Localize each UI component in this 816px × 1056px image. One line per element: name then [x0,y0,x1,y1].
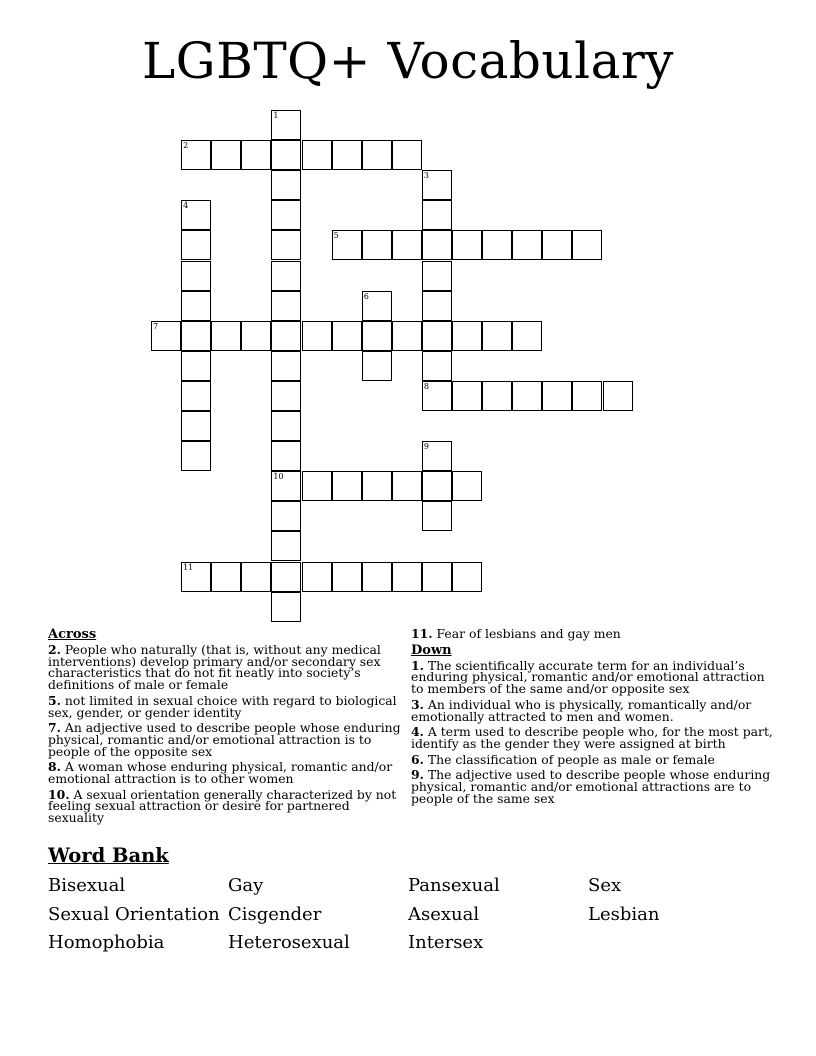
crossword-cell[interactable] [422,381,452,411]
clue-number: 10. [48,786,70,802]
crossword-cell[interactable] [271,351,301,381]
crossword-cell[interactable] [452,471,482,501]
clue-across-5 [48,692,408,720]
clue-text: The classification of people as male or female [427,751,715,767]
crossword-cell[interactable] [271,200,301,230]
crossword-cell[interactable] [241,140,271,170]
crossword-cell[interactable] [422,501,452,531]
clue-across-10 [48,786,408,826]
word-bank-item: Bisexual [48,875,126,896]
word-bank-item: Pansexual [408,875,500,896]
crossword-cell[interactable] [392,140,422,170]
down-heading: Down [411,642,452,658]
crossword-cell[interactable] [271,441,301,471]
word-bank-item: Sex [588,875,622,896]
crossword-cell[interactable] [211,562,241,592]
clue-number: 4. [411,724,424,740]
clue-down-6 [411,751,776,767]
clue-down-1 [411,657,776,697]
crossword-cell[interactable] [512,321,542,351]
cell-number: 6 [363,291,369,301]
clue-down-9 [411,769,776,804]
word-bank-item: Gay [228,875,264,896]
crossword-cell[interactable] [181,140,211,170]
crossword-cell[interactable] [392,321,422,351]
crossword-cell[interactable] [332,562,362,592]
crossword-cell[interactable] [572,230,602,260]
crossword-cell[interactable] [271,562,301,592]
crossword-cell[interactable] [211,140,241,170]
clue-text: not limited in sexual choice with regard to biological sex, gender, or gender identity [48,692,397,720]
clue-number: 8. [48,759,61,775]
clues-right-column [411,628,776,808]
clue-down-3 [411,696,776,724]
crossword-cell[interactable] [271,230,301,260]
crossword-cell[interactable] [241,321,271,351]
crossword-cell[interactable] [271,531,301,561]
crossword-cell[interactable] [452,230,482,260]
crossword-cell[interactable] [392,230,422,260]
crossword-cell[interactable] [271,170,301,200]
crossword-cell[interactable] [422,351,452,381]
crossword-cell[interactable] [271,261,301,291]
clue-text: A term used to describe people who, for the most part, identify as the gender they were assigned at birth [411,724,773,751]
word-bank-item: Sexual Orientation [48,903,220,925]
crossword-cell[interactable] [302,140,332,170]
cell-number: 3 [423,171,429,181]
crossword-cell[interactable] [392,562,422,592]
crossword-cell[interactable] [181,562,211,592]
cell-number: 11 [183,562,194,572]
word-bank-item: Lesbian [588,903,660,925]
crossword-cell[interactable] [271,381,301,411]
crossword-cell[interactable] [181,230,211,260]
crossword-cell[interactable] [452,321,482,351]
crossword-cell[interactable] [362,230,392,260]
clue-number: 9. [411,767,424,783]
clue-text: An individual who is physically, romantically and/or emotionally attracted to men and women. [411,696,752,724]
crossword-cell[interactable] [332,230,362,260]
clue-number: 5. [48,692,61,708]
crossword-cell[interactable] [181,381,211,411]
crossword-cell[interactable] [482,321,512,351]
crossword-cell[interactable] [482,230,512,260]
crossword-cell[interactable] [422,471,452,501]
crossword-cell[interactable] [362,140,392,170]
crossword-cell[interactable] [302,471,332,501]
crossword-cell[interactable] [452,562,482,592]
crossword-cell[interactable] [422,562,452,592]
word-bank-item: Heterosexual [228,932,350,953]
word-bank [48,872,768,958]
crossword-cell[interactable] [271,140,301,170]
crossword-cell[interactable] [302,562,332,592]
cell-number: 2 [183,141,189,151]
clue-down-4 [411,726,776,749]
clue-text: The scientifically accurate term for an individual’s enduring physical, romantic and/or emotional attraction to members of the same and/or opposite sex [411,657,765,697]
crossword-cell[interactable] [362,321,392,351]
crossword-cell[interactable] [181,321,211,351]
clue-number: 11. [411,626,433,641]
word-bank-item: Intersex [408,932,484,953]
cell-number: 9 [423,442,429,452]
word-bank-item: Cisgender [228,903,322,925]
crossword-cell[interactable] [422,321,452,351]
crossword-cell[interactable] [332,140,362,170]
crossword-cell[interactable] [512,381,542,411]
cell-number: 1 [273,111,279,120]
crossword-cell[interactable] [422,200,452,230]
clue-text: Fear of lesbians and gay men [436,626,621,641]
crossword-cell[interactable] [271,501,301,531]
crossword-cell[interactable] [422,291,452,321]
clue-text: An adjective used to describe people whose enduring physical, romantic and/or emotional attraction is to people of the opposite sex [48,720,401,759]
cell-number: 10 [273,472,284,482]
crossword-cell[interactable] [422,261,452,291]
crossword-cell[interactable] [181,261,211,291]
cell-number: 4 [183,201,189,211]
crossword-cell[interactable] [512,230,542,260]
clue-text: A sexual orientation generally characterized by not feeling sexual attraction or desire for partnered sexuality [48,786,397,826]
crossword-cell[interactable] [271,411,301,441]
clue-number: 6. [411,751,424,767]
clues-left-column [48,628,408,828]
crossword-cell[interactable] [271,110,301,140]
crossword-cell[interactable] [422,230,452,260]
crossword-cell[interactable] [271,321,301,351]
clue-number: 2. [48,642,61,657]
crossword-cell[interactable] [302,321,332,351]
crossword-cell[interactable] [271,592,301,622]
crossword-cell[interactable] [332,471,362,501]
word-bank-title: Word Bank [48,844,169,867]
clue-across-8 [48,759,408,787]
page-title: LGBTQ+ Vocabulary [141,32,675,90]
crossword-cell[interactable] [452,381,482,411]
cell-number: 8 [423,381,429,391]
clue-text: People who naturally (that is, without any medical interventions) develop primary and/or secondary sex characteristics that do not fit neatly into society’s definitions of male or female [48,642,381,693]
cell-number: 5 [333,231,339,241]
crossword-cell[interactable] [362,562,392,592]
crossword-cell[interactable] [362,351,392,381]
crossword-cell[interactable] [271,291,301,321]
crossword-cell[interactable] [542,230,572,260]
crossword-cell[interactable] [181,291,211,321]
crossword-cell[interactable] [482,381,512,411]
crossword-cell[interactable] [332,321,362,351]
clue-across-11 [411,628,776,640]
clue-text: A woman whose enduring physical, romantic and/or emotional attraction is to other women [48,759,393,787]
crossword-cell[interactable] [181,200,211,230]
crossword-cell[interactable] [181,441,211,471]
clue-across-7 [48,722,408,757]
crossword-cell[interactable] [362,291,392,321]
crossword-cell[interactable] [151,321,181,351]
crossword-cell[interactable] [211,321,241,351]
crossword-cell[interactable] [542,381,572,411]
clue-across-2 [48,644,408,691]
clue-text: The adjective used to describe people whose enduring physical, romantic and/or emotional attractions are to people of the same sex [411,767,771,806]
crossword-cell[interactable] [181,351,211,381]
crossword-cell[interactable] [241,562,271,592]
crossword-cell[interactable] [181,411,211,441]
crossword-cell[interactable] [392,471,422,501]
word-bank-item: Homophobia [48,932,165,953]
cell-number: 7 [153,321,159,331]
clue-number: 3. [411,696,424,712]
crossword-cell[interactable] [422,441,452,471]
crossword-cell[interactable] [271,471,301,501]
crossword-cell[interactable] [422,170,452,200]
crossword-cell[interactable] [603,381,633,411]
crossword-cell[interactable] [362,471,392,501]
crossword-cell[interactable] [572,381,602,411]
clue-number: 7. [48,720,61,736]
word-bank-item: Asexual [408,903,480,925]
clue-number: 1. [411,657,424,673]
across-heading: Across [48,627,97,642]
